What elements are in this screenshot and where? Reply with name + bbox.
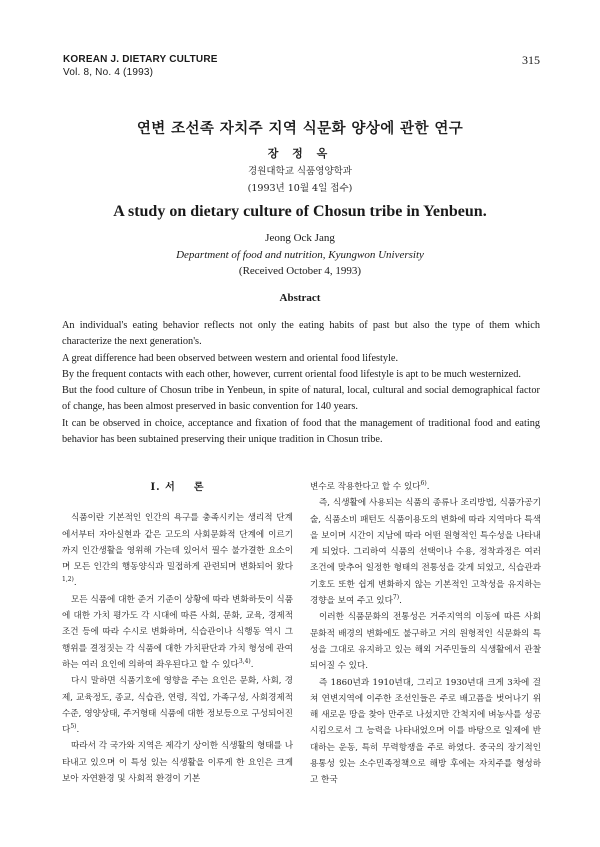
sentence-end: . [426, 482, 430, 492]
abstract-body [62, 318, 540, 448]
author-korean: 장 정 옥 [267, 147, 333, 160]
abstract-paragraph: It can be observed in choice, acceptance and fixation of food that the management of traditional food and eating behavior has been subtained preserving their unique tradition in Chosun tribe. [62, 417, 540, 446]
section-number: I. [150, 482, 161, 493]
section-heading-part: 서 [165, 482, 176, 493]
body-paragraph [310, 675, 541, 789]
section-heading [62, 480, 293, 496]
page-number: 315 [522, 53, 540, 67]
journal-volume: Vol. 8, No. 4 (1993) [63, 67, 154, 78]
body-paragraph [62, 738, 293, 787]
paragraph-text: 이러한 식품문화의 전통성은 거주지역의 이동에 따른 사회 문화적 배경의 변화에도 불구하고 거의 원형적인 식문화의 특성을 그대로 유지하고 있는 해외 거주민들의 식생활에서 관찰되어질 수 있다. [310, 612, 541, 672]
section-heading-part: 론 [193, 482, 205, 493]
citation-reference: 1,2) [62, 576, 74, 584]
paragraph-text: 변수로 작용한다고 할 수 있다 [310, 482, 421, 492]
paragraph-text: 즉 1860년과 1910년대, 그리고 1930년대 크게 3차에 걸쳐 연변지역에 이주한 조선인들은 주로 배고픔을 벗어나기 위해 새로운 땅을 찾아 만주로 나섰지만 간척지에 벼농사를 성공시킴으로서 그 능력을 나타내었으며 이를 바탕으로 일제에 반대하는 운동, 특히 무력항쟁을 주로 하였다. 중국의 장기적인 용통성 있는 소수민족정책으로 해방 후에는 자치주를 형성하고 한국 [310, 677, 541, 786]
paragraph-text: 모든 식품에 대한 준거 기준이 상황에 따라 변화하듯이 식품에 대한 가치 평가도 각 시대에 따른 사회, 문화, 교육, 경제적 조건 등에 따라 수시로 변화하며, 식습관이나 식행동 역시 그 행위를 결정짓는 각 식품에 대한 가치판단과 가치 형성에 관여하는 여러 요인에 의하여 좌우된다고 할 수 있다 [62, 594, 293, 670]
paragraph-text: 식품이란 기본적인 인간의 욕구를 충족시키는 생리적 단계에서부터 자아실현과 같은 고도의 사회문화적 단계에 이르기까지 인간생활을 영위해 가는데 있어서 필수 불가결한 요소이며 모든 인간의 행동양식과 밀접하게 관련되며 변화되어 왔다 [62, 513, 293, 573]
paragraph-text: 즉, 식생활에 사용되는 식품의 종류나 조리방법, 식품가공기술, 식품소비 패턴도 식품이용도의 변화에 따라 지역마다 특색을 보이며 시간이 지남에 따라 어떤 원형적인 특수성을 나타내게 되었다. 그리하여 식품의 선택이나 수용, 정착과정은 여러 조건에 맞추어 일정한 형태의 전통성을 갖게 되었고, 식습관과 기호도 또한 쉽게 변화하지 않는 기본적인 고착성을 유지하는 경향을 보여 주고 있다 [310, 498, 541, 607]
title-english: A study on dietary culture of Chosun tribe in Yenbeun. [113, 203, 487, 220]
left-column [62, 480, 293, 787]
body-paragraph [310, 495, 541, 609]
abstract-paragraph: An individual's eating behavior reflects not only the eating habits of past but also the type of them which characterize the next generation's. [62, 320, 540, 348]
abstract-paragraph: But the food culture of Chosun tribe in Yenbeun, in spite of natural, local, cultural and social demographical factor of change, has been almost preserved in basic convention for 140 years. [62, 385, 540, 413]
affiliation-english: Department of food and nutrition, Kyungwon University [176, 249, 424, 261]
journal-header [63, 53, 218, 79]
abstract-paragraph: A great difference had been observed between western and oriental food lifestyle. [62, 352, 399, 364]
paragraph-text: 다시 말하면 식품기호에 영향을 주는 요인은 문화, 사회, 경제, 교육정도, 종교, 식습관, 연령, 직업, 가족구성, 사회경제적 수준, 영양상태, 주거형태 식품에 대한 정보등으로 구성되어진다 [62, 676, 293, 736]
sentence-end: . [250, 659, 254, 670]
citation-reference: 3,4) [238, 658, 251, 666]
sentence-end: . [399, 596, 402, 607]
body-paragraph [310, 479, 541, 495]
abstract-paragraph: By the frequent contacts with each other, however, current oriental food lifestyle is apt to be much westernized. [62, 368, 521, 380]
abstract-heading: Abstract [279, 292, 321, 304]
citation-reference: 5) [70, 723, 77, 731]
received-date-korean: (1993년 10월 4일 접수) [247, 183, 353, 194]
paragraph-text: 따라서 각 국가와 지역은 제각기 상이한 식생활의 형태를 나타내고 있으며 이 특성 있는 식생활을 이루게 한 요인은 크게 보아 자연환경 및 사회적 환경이 기본 [62, 741, 293, 785]
sentence-end: . [73, 578, 77, 589]
received-date-english: (Received October 4, 1993) [238, 265, 362, 277]
body-paragraph [310, 609, 541, 674]
journal-name: KOREAN J. DIETARY CULTURE [63, 54, 218, 65]
affiliation-korean: 경원대학교 식품영양학과 [248, 166, 352, 177]
title-korean: 연변 조선족 자치주 지역 식문화 양상에 관한 연구 [136, 121, 464, 137]
body-paragraph [62, 673, 293, 738]
right-column [310, 479, 541, 789]
citation-reference: 7) [392, 594, 400, 602]
body-paragraph [62, 592, 293, 673]
author-english: Jeong Ock Jang [265, 232, 335, 244]
body-paragraph [62, 510, 293, 591]
citation-reference: 6) [420, 480, 427, 488]
sentence-end: . [76, 725, 80, 736]
